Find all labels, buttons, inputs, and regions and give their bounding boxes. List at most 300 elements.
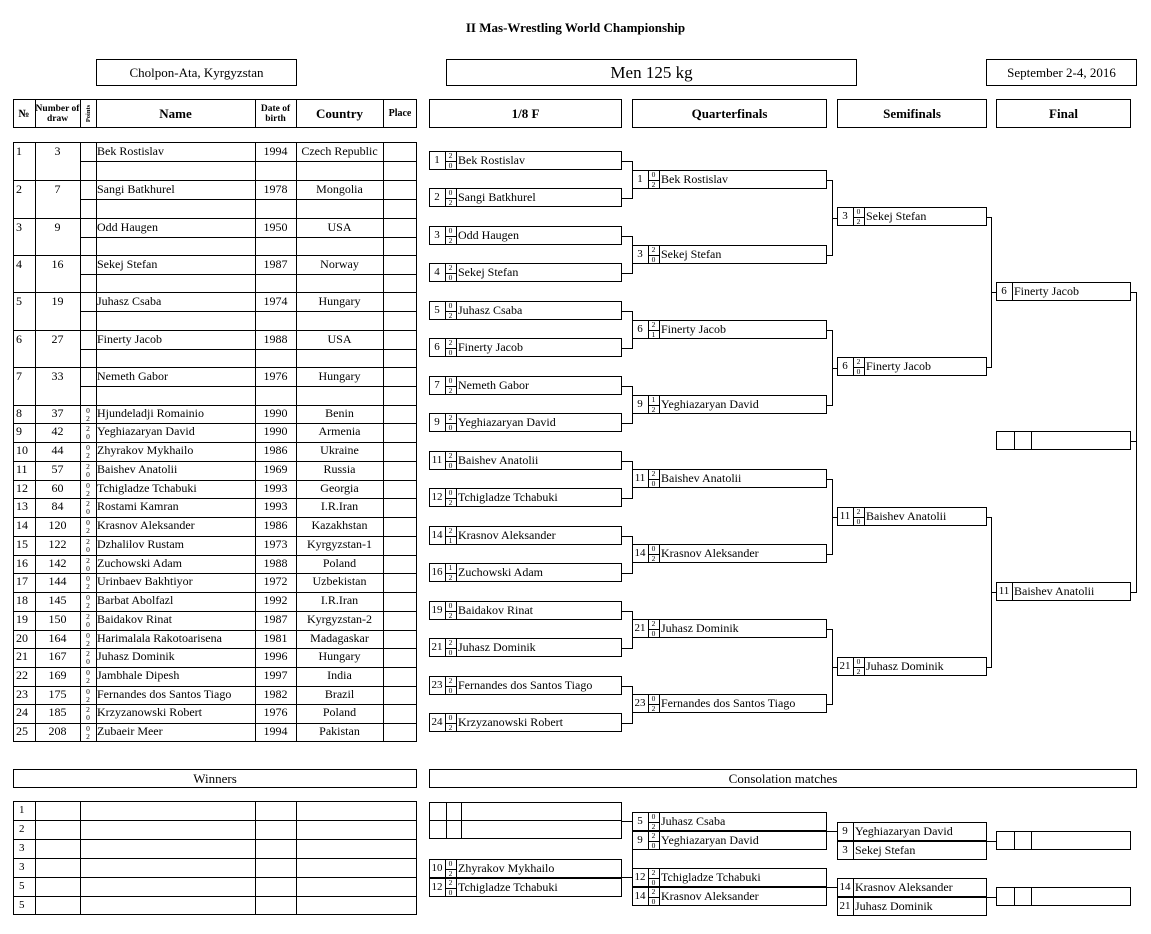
participant-country: Hungary [318, 649, 361, 663]
entry-score-bottom: 2 [856, 666, 861, 676]
participant-country: USA [327, 220, 352, 234]
participant-name: Tchigladze Tchabuki [97, 481, 197, 495]
participant-name: Dzhalilov Rustam [97, 537, 184, 551]
entry-score-top: 2 [448, 878, 453, 887]
points-top: 0 [86, 481, 90, 490]
entry-score-top: 0 [651, 170, 656, 179]
points-top: 0 [86, 443, 90, 452]
participant-no: 9 [16, 424, 22, 438]
entry-name: Sekej Stefan [661, 247, 722, 261]
entry-name: Juhasz Dominik [866, 659, 944, 673]
participant-dob: 1973 [263, 537, 288, 551]
entry-seed: 9 [434, 416, 440, 428]
participant-dob: 1993 [263, 499, 288, 513]
entry-name: Zhyrakov Mykhailo [458, 861, 555, 875]
participant-country: Madagaskar [310, 631, 369, 645]
entry-score-bottom: 0 [448, 460, 453, 470]
entry-name: Finerty Jacob [866, 359, 931, 373]
participant-dob: 1974 [263, 294, 288, 308]
entry-score-bottom: 2 [448, 497, 453, 507]
header-points: Points [85, 104, 92, 123]
points-bottom: 0 [86, 470, 90, 479]
entry-seed: 11 [431, 454, 443, 466]
participant-name: Rostami Kamran [97, 499, 179, 513]
participant-name: Yeghiazaryan David [97, 424, 195, 438]
participant-country: I.R.Iran [320, 593, 359, 607]
points-bottom: 0 [86, 564, 90, 573]
points-top: 0 [86, 668, 90, 677]
participant-country: Uzbekistan [312, 574, 367, 588]
participant-name: Odd Haugen [97, 220, 158, 234]
entry-seed: 23 [431, 679, 443, 691]
points-bottom: 0 [86, 545, 90, 554]
participant-name: Baishev Anatolii [97, 462, 178, 476]
entry-score-top: 2 [448, 451, 453, 460]
entry-score-bottom: 2 [448, 235, 453, 245]
entry-seed: 9 [842, 825, 848, 837]
participant-country: Armenia [318, 424, 361, 438]
entry-score-bottom: 1 [448, 535, 453, 545]
participant-country: Norway [320, 257, 359, 271]
entry-score-bottom: 0 [651, 254, 656, 264]
entry-name: Fernandes dos Santos Tiago [661, 696, 796, 710]
entry-seed: 2 [434, 191, 440, 203]
entry-seed: 6 [434, 341, 440, 353]
participant-no: 8 [16, 406, 22, 420]
points-bottom: 2 [86, 489, 90, 498]
entry-score-bottom: 0 [448, 887, 453, 897]
participant-no: 6 [16, 332, 22, 346]
participant-dob: 1981 [263, 631, 288, 645]
participant-name: Sekej Stefan [97, 257, 158, 271]
entry-score-bottom: 2 [448, 310, 453, 320]
entry-seed: 5 [637, 815, 643, 827]
entry-seed: 23 [634, 697, 646, 709]
entry-score-bottom: 0 [651, 877, 656, 887]
entry-name: Krasnov Aleksander [458, 528, 556, 542]
entry-score-bottom: 2 [856, 216, 861, 226]
header-country: Country [316, 105, 363, 121]
entry-score-bottom: 0 [448, 347, 453, 357]
participant-country: India [327, 668, 352, 682]
points-bottom: 2 [86, 676, 90, 685]
points-top: 0 [86, 574, 90, 583]
participant-no: 23 [16, 687, 28, 701]
winners-header: Winners [13, 769, 417, 788]
points-bottom: 0 [86, 713, 90, 722]
entry-name: Baishev Anatolii [866, 509, 947, 523]
participant-draw: 84 [51, 499, 64, 513]
participant-draw: 142 [48, 556, 67, 570]
entry-score-bottom: 0 [651, 478, 656, 488]
entry-score-top: 1 [448, 563, 453, 572]
points-top: 2 [86, 537, 90, 546]
entry-score-top: 0 [448, 488, 453, 497]
entry-score-bottom: 0 [448, 647, 453, 657]
entry-name: Yeghiazaryan David [661, 833, 759, 847]
points-bottom: 2 [86, 451, 90, 460]
participant-dob: 1992 [263, 593, 288, 607]
points-bottom: 2 [86, 601, 90, 610]
entry-score-top: 2 [651, 320, 656, 329]
entry-name: Krasnov Aleksander [855, 880, 953, 894]
entry-name: Fernandes dos Santos Tiago [458, 678, 593, 692]
entry-seed: 11 [839, 510, 851, 522]
participant-name: Nemeth Gabor [97, 369, 168, 383]
participant-dob: 1982 [263, 687, 288, 701]
participant-dob: 1986 [263, 443, 288, 457]
entry-name: Tchigladze Tchabuki [458, 490, 558, 504]
winner-place: 3 [19, 842, 25, 854]
participant-country: Kazakhstan [311, 518, 368, 532]
points-top: 0 [86, 631, 90, 640]
entry-name: Sangi Batkhurel [458, 190, 536, 204]
entry-name: Sekej Stefan [458, 265, 519, 279]
entry-seed: 10 [431, 862, 443, 874]
entry-score-bottom: 2 [651, 821, 656, 831]
participant-name: Zhyrakov Mykhailo [97, 443, 194, 457]
participant-no: 5 [16, 294, 22, 308]
entry-score-bottom: 0 [856, 366, 861, 376]
entry-name: Tchigladze Tchabuki [661, 870, 761, 884]
entry-name: Baishev Anatolii [458, 453, 539, 467]
participant-name: Bek Rostislav [97, 144, 165, 158]
entry-name: Tchigladze Tchabuki [458, 880, 558, 894]
participant-name: Zubaeir Meer [97, 724, 163, 738]
entry-score-bottom: 2 [448, 722, 453, 732]
participant-no: 11 [16, 462, 28, 476]
participant-dob: 1978 [263, 182, 288, 196]
header-name: Name [159, 105, 192, 121]
entry-name: Finerty Jacob [661, 322, 726, 336]
entry-seed: 14 [839, 881, 851, 893]
location-box: Cholpon-Ata, Kyrgyzstan [96, 59, 297, 86]
entry-seed: 24 [431, 716, 443, 728]
round-sf-header: Semifinals [837, 99, 987, 128]
participant-dob: 1997 [263, 668, 288, 682]
participant-country: Czech Republic [301, 144, 378, 158]
entry-name: Bek Rostislav [458, 153, 526, 167]
participant-draw: 144 [48, 574, 67, 588]
participant-no: 3 [16, 220, 22, 234]
participant-draw: 169 [48, 668, 67, 682]
entry-score-bottom: 0 [448, 160, 453, 170]
entry-seed: 5 [434, 304, 440, 316]
participant-no: 24 [16, 705, 28, 719]
entry-score-top: 0 [448, 713, 453, 722]
entry-seed: 6 [637, 323, 643, 335]
participant-no: 25 [16, 724, 28, 738]
points-top: 0 [86, 724, 90, 733]
entry-name: Krasnov Aleksander [661, 889, 759, 903]
participant-dob: 1994 [263, 144, 288, 158]
participant-country: Georgia [320, 481, 359, 495]
category-box: Men 125 kg [446, 59, 857, 86]
points-top: 2 [86, 556, 90, 565]
entry-seed: 9 [637, 834, 643, 846]
participant-name: Harimalala Rakotoarisena [97, 631, 222, 645]
entry-seed: 3 [842, 844, 848, 856]
entry-name: Juhasz Dominik [855, 899, 933, 913]
participant-draw: 175 [48, 687, 67, 701]
entry-seed: 12 [431, 491, 443, 503]
participant-dob: 1976 [263, 369, 288, 383]
entry-score-bottom: 2 [651, 703, 656, 713]
participant-no: 19 [16, 612, 28, 626]
participant-draw: 7 [54, 182, 61, 196]
points-bottom: 0 [86, 432, 90, 441]
entry-name: Yeghiazaryan David [855, 824, 953, 838]
entry-score-top: 2 [651, 245, 656, 254]
entry-score-bottom: 2 [651, 179, 656, 189]
consolation-result-1 [996, 831, 1131, 850]
participant-draw: 19 [51, 294, 64, 308]
participant-name: Jambhale Dipesh [97, 668, 180, 682]
points-top: 0 [86, 518, 90, 527]
entry-score-top: 2 [448, 338, 453, 347]
participant-dob: 1994 [263, 724, 288, 738]
entry-score-top: 2 [448, 151, 453, 160]
entry-name: Bek Rostislav [661, 172, 729, 186]
entry-seed: 3 [842, 210, 848, 222]
participant-no: 4 [16, 257, 22, 271]
participant-dob: 1976 [263, 705, 288, 719]
entry-score-top: 2 [448, 263, 453, 272]
participant-dob: 1986 [263, 518, 288, 532]
entry-score-top: 2 [448, 638, 453, 647]
participant-dob: 1969 [263, 462, 288, 476]
participant-no: 13 [16, 499, 28, 513]
points-bottom: 0 [86, 620, 90, 629]
entry-score-bottom: 2 [448, 572, 453, 582]
page-title: II Mas-Wrestling World Championship [465, 20, 686, 35]
round-r16-header: 1/8 F [429, 99, 622, 128]
participant-no: 12 [16, 481, 28, 495]
entry-seed: 19 [431, 604, 443, 616]
champion-box [996, 431, 1131, 450]
entry-score-top: 0 [651, 694, 656, 703]
participant-draw: 9 [54, 220, 61, 234]
winner-place: 5 [19, 899, 25, 911]
round-final-header: Final [996, 99, 1131, 128]
entry-seed: 12 [634, 871, 646, 883]
participant-country: Hungary [318, 294, 361, 308]
participant-dob: 1987 [263, 257, 288, 271]
entry-score-top: 0 [448, 226, 453, 235]
entry-seed: 3 [434, 229, 440, 241]
points-top: 2 [86, 499, 90, 508]
participant-country: Poland [322, 556, 357, 570]
participant-draw: 27 [51, 332, 64, 346]
entry-score-top: 2 [448, 413, 453, 422]
entry-score-top: 2 [651, 619, 656, 628]
entry-seed: 21 [839, 900, 851, 912]
entry-seed: 16 [431, 566, 443, 578]
entry-name: Finerty Jacob [1014, 284, 1079, 298]
participant-draw: 208 [48, 724, 67, 738]
participant-name: Krasnov Aleksander [97, 518, 195, 532]
participant-name: Sangi Batkhurel [97, 182, 175, 196]
entry-score-top: 2 [651, 868, 656, 877]
participant-draw: 37 [51, 406, 64, 420]
entry-name: Juhasz Dominik [661, 621, 739, 635]
entry-score-top: 0 [448, 859, 453, 868]
entry-seed: 12 [431, 881, 443, 893]
points-top: 2 [86, 612, 90, 621]
winner-place: 5 [19, 880, 25, 892]
header-draw: Number of draw [35, 103, 80, 124]
participant-draw: 167 [48, 649, 67, 663]
entry-name: Sekej Stefan [855, 843, 916, 857]
entry-name: Baishev Anatolii [1014, 584, 1095, 598]
participant-country: Poland [322, 705, 357, 719]
participant-name: Juhasz Dominik [97, 649, 175, 663]
participant-country: Ukraine [320, 443, 359, 457]
participant-country: Mongolia [316, 182, 363, 196]
points-top: 2 [86, 649, 90, 658]
entry-score-bottom: 2 [448, 197, 453, 207]
participant-no: 18 [16, 593, 28, 607]
participant-dob: 1972 [263, 574, 288, 588]
participant-name: Finerty Jacob [97, 332, 162, 346]
entry-score-bottom: 0 [856, 516, 861, 526]
participant-dob: 1996 [263, 649, 288, 663]
participant-no: 1 [16, 144, 22, 158]
entry-name: Odd Haugen [458, 228, 519, 242]
participant-draw: 42 [51, 424, 64, 438]
participant-name: Juhasz Csaba [97, 294, 162, 308]
participant-no: 7 [16, 369, 22, 383]
participant-country: Russia [323, 462, 356, 476]
entry-score-top: 0 [448, 301, 453, 310]
entry-score-top: 0 [651, 812, 656, 821]
participant-dob: 1988 [263, 556, 288, 570]
entry-score-top: 0 [651, 544, 656, 553]
entry-score-top: 2 [856, 507, 861, 516]
participant-draw: 57 [51, 462, 64, 476]
entry-seed: 11 [634, 472, 646, 484]
entry-name: Juhasz Csaba [458, 303, 523, 317]
participant-country: Pakistan [319, 724, 360, 738]
entry-name: Finerty Jacob [458, 340, 523, 354]
dates-box: September 2-4, 2016 [986, 59, 1137, 86]
participant-draw: 120 [48, 518, 67, 532]
participant-name: Baidakov Rinat [97, 612, 172, 626]
points-bottom: 0 [86, 507, 90, 516]
points-top: 2 [86, 462, 90, 471]
entry-name: Juhasz Csaba [661, 814, 726, 828]
entry-seed: 21 [431, 641, 443, 653]
winner-place: 1 [19, 804, 25, 816]
entry-name: Yeghiazaryan David [661, 397, 759, 411]
entry-score-bottom: 0 [448, 422, 453, 432]
participant-country: Kyrgyzstan-1 [306, 537, 373, 551]
entry-name: Baidakov Rinat [458, 603, 533, 617]
participant-country: Benin [325, 406, 354, 420]
entry-score-top: 1 [651, 395, 656, 404]
entry-name: Nemeth Gabor [458, 378, 529, 392]
entry-seed: 1 [434, 154, 440, 166]
participant-no: 17 [16, 574, 28, 588]
entry-name: Baishev Anatolii [661, 471, 742, 485]
entry-score-top: 0 [856, 657, 861, 666]
entry-score-bottom: 0 [651, 840, 656, 850]
participant-no: 2 [16, 182, 22, 196]
points-bottom: 2 [86, 695, 90, 704]
entry-seed: 14 [634, 890, 646, 902]
participant-draw: 150 [48, 612, 67, 626]
participant-name: Barbat Abolfazl [97, 593, 174, 607]
participant-country: I.R.Iran [320, 499, 359, 513]
entry-score-bottom: 2 [448, 385, 453, 395]
round-qf-header: Quarterfinals [632, 99, 827, 128]
participant-name: Krzyzanowski Robert [97, 705, 202, 719]
participant-dob: 1990 [263, 406, 288, 420]
entry-score-bottom: 2 [448, 868, 453, 878]
participant-dob: 1950 [263, 220, 288, 234]
participant-country: USA [327, 332, 352, 346]
winner-place: 3 [19, 861, 25, 873]
entry-seed: 3 [637, 248, 643, 260]
entry-seed: 14 [431, 529, 443, 541]
entry-seed: 14 [634, 547, 646, 559]
entry-name: Zuchowski Adam [458, 565, 543, 579]
entry-seed: 9 [637, 398, 643, 410]
entry-score-bottom: 0 [651, 628, 656, 638]
entry-score-bottom: 0 [448, 685, 453, 695]
participant-country: Brazil [324, 687, 355, 701]
points-top: 0 [86, 593, 90, 602]
entry-score-top: 2 [651, 831, 656, 840]
entry-score-top: 0 [448, 601, 453, 610]
participant-draw: 164 [48, 631, 67, 645]
entry-seed: 7 [434, 379, 440, 391]
participant-draw: 145 [48, 593, 67, 607]
points-top: 0 [86, 406, 90, 415]
entry-seed: 11 [998, 585, 1010, 597]
participant-dob: 1990 [263, 424, 288, 438]
entry-score-bottom: 2 [651, 553, 656, 563]
points-top: 0 [86, 687, 90, 696]
entry-score-top: 2 [448, 676, 453, 685]
points-bottom: 2 [86, 639, 90, 648]
participant-name: Urinbaev Bakhtiyor [97, 574, 193, 588]
entry-seed: 6 [842, 360, 848, 372]
entry-score-top: 0 [448, 188, 453, 197]
participant-draw: 185 [48, 705, 67, 719]
participant-country: Hungary [318, 369, 361, 383]
entry-score-bottom: 0 [448, 272, 453, 282]
entry-score-top: 2 [448, 526, 453, 535]
entry-score-top: 0 [856, 207, 861, 216]
entry-name: Krasnov Aleksander [661, 546, 759, 560]
participant-draw: 3 [54, 144, 61, 158]
entry-seed: 21 [839, 660, 851, 672]
participant-no: 20 [16, 631, 28, 645]
consolation-header: Consolation matches [429, 769, 1137, 788]
participant-dob: 1988 [263, 332, 288, 346]
entry-score-bottom: 2 [651, 404, 656, 414]
participant-draw: 44 [51, 443, 64, 457]
participant-no: 10 [16, 443, 28, 457]
participant-no: 21 [16, 649, 28, 663]
participant-draw: 60 [51, 481, 64, 495]
participant-name: Fernandes dos Santos Tiago [97, 687, 232, 701]
participant-draw: 122 [48, 537, 67, 551]
entry-seed: 6 [1001, 285, 1007, 297]
participant-draw: 33 [51, 369, 64, 383]
entry-seed: 4 [434, 266, 440, 278]
